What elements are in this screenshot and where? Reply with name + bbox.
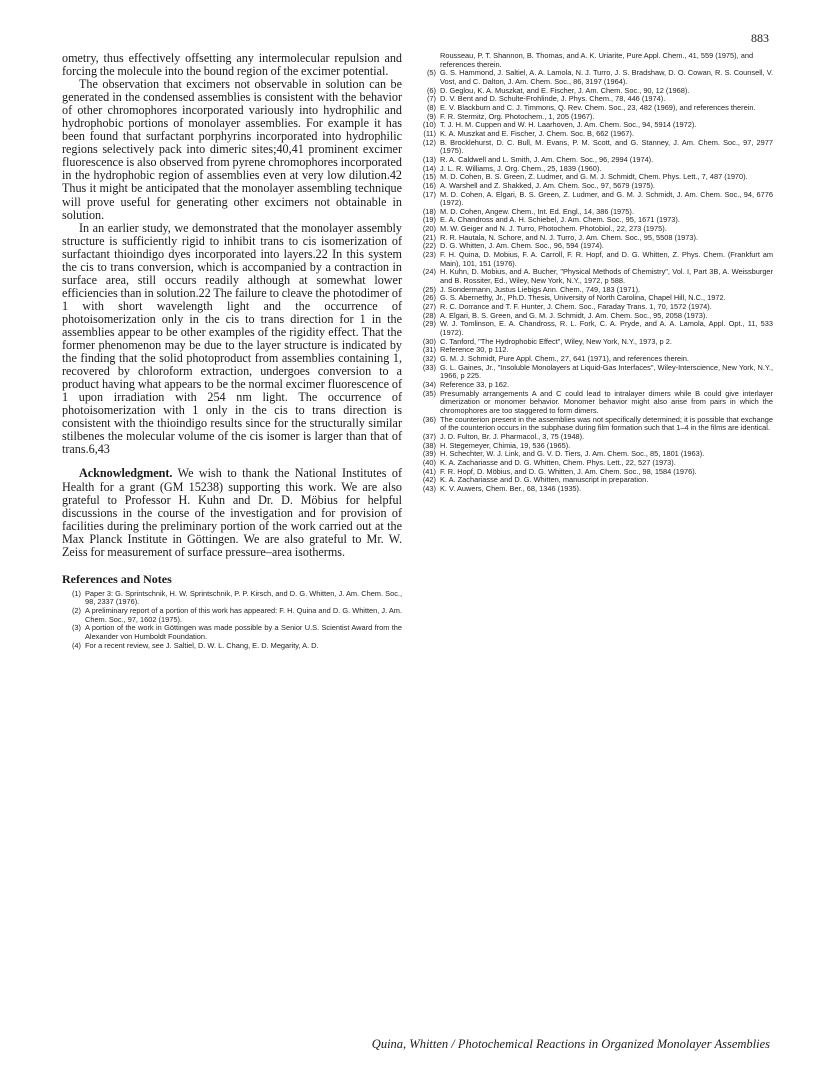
reference-items xyxy=(417,69,773,493)
reference-text: M. D. Cohen, A. Elgari, B. S. Green, Z. Ludmer, and G. M. J. Schmidt, J. Am. Chem. Soc., 94, 6776 (1972). xyxy=(440,189,773,208)
body-paragraph: In an earlier study, we demonstrated that the monolayer assembly structure is sufficiently rigid to inhibit trans to cis isomerization of surfactant thioindigo dyes incorporated into layers.22 In this system the cis to trans conversion, which is accompanied by a contraction in surface area, still occurs readily although at somewhat lower efficiencies than in solution.22 The failure to cleave the photodimer of 1 with short wavelength light and the occurrence of photoisomerization only in the cis to trans direction for 1 in the assemblies appear to be other examples of the rigidity effect. That the former phenomenon may be due to the layer structure is indicated by the finding that the solid photoproduct from assemblies containing 1, recovered by chloroform extraction, undergoes conversion to a product having what appears to be the normal excimer fluorescence of 1 upon irradiation with 254 nm light. The occurrence of photoisomerization with 1 only in the cis to trans direction is consistent with the thioindigo results since for the structurally similar stilbenes the molecular volume of the cis isomer is larger than that of trans.6,43 xyxy=(62,220,402,457)
reference-number: (19) xyxy=(422,215,436,225)
reference-number: (12) xyxy=(422,137,436,147)
reference-list xyxy=(417,52,773,493)
reference-text: Presumably arrangements A and C could lead to intralayer dimers while B could give interlayer dimerization or monomer behavior. Monomer behavior might also arise from pairs in which the chromophores are too staggered to form dimers. xyxy=(440,388,773,415)
reference-text: A. Warshell and Z. Shakked, J. Am. Chem. Soc., 97, 5679 (1975). xyxy=(440,180,655,190)
reference-item xyxy=(417,268,773,285)
reference-item xyxy=(62,642,402,651)
reference-item xyxy=(62,624,402,641)
reference-text: K. A. Zachariasse and D. G. Whitten, Chem. Phys. Lett., 22, 527 (1973). xyxy=(440,457,676,467)
reference-number: (43) xyxy=(422,483,436,493)
reference-number: (10) xyxy=(422,120,436,130)
reference-number: (23) xyxy=(422,250,436,260)
reference-item xyxy=(417,191,773,208)
reference-text: G. M. J. Schmidt, Pure Appl. Chem., 27, 641 (1971), and references therein. xyxy=(440,353,689,363)
reference-number: (8) xyxy=(426,102,436,112)
reference-text: F. R. Hopf, D. Möbius, and D. G. Whitten, J. Am. Chem. Soc., 98, 1584 (1976). xyxy=(440,466,697,476)
reference-number: (7) xyxy=(426,94,436,104)
reference-number: (25) xyxy=(422,284,436,294)
reference-text: C. Tanford, "The Hydrophobic Effect", Wiley, New York, N.Y., 1973, p 2. xyxy=(440,336,672,346)
reference-item xyxy=(62,590,402,607)
reference-number: (11) xyxy=(423,128,436,138)
reference-text: H. Schechter, W. J. Link, and G. V. D. Tiers, J. Am. Chem. Soc., 85, 1801 (1963). xyxy=(440,449,705,459)
reference-number: (9) xyxy=(426,111,436,121)
reference-item xyxy=(417,139,773,156)
reference-number: (24) xyxy=(422,267,436,277)
reference-number: (31) xyxy=(422,345,436,355)
reference-text: M. W. Geiger and N. J. Turro, Photochem. Photobiol., 22, 273 (1975). xyxy=(440,224,667,234)
reference-item xyxy=(417,251,773,268)
reference-text: K. A. Zachariasse and D. G. Whitten, manuscript in preparation. xyxy=(440,475,649,485)
reference-text: G. L. Gaines, Jr., "Insoluble Monolayers at Liquid-Gas Interfaces", Wiley-Interscience, New York, N.Y., 1966, p 225. xyxy=(440,362,773,381)
references-heading: References and Notes xyxy=(62,571,172,586)
reference-number: (21) xyxy=(422,232,436,242)
reference-number: (20) xyxy=(422,224,436,234)
left-column xyxy=(62,52,402,650)
reference-number: (3) xyxy=(71,623,81,633)
reference-text: J. Sondermann, Justus Liebigs Ann. Chem., 749, 183 (1971). xyxy=(440,284,641,294)
reference-text: E. V. Blackburn and C. J. Timmons, Q. Rev. Chem. Soc., 23, 482 (1969), and references therein. xyxy=(440,102,756,112)
reference-continuation: Rousseau, P. T. Shannon, B. Thomas, and A. K. Uriarite, Pure Appl. Chem., 41, 559 (1975), and references therein. xyxy=(440,51,754,69)
body-text xyxy=(62,52,402,559)
reference-number: (34) xyxy=(422,379,436,389)
running-footer: Quina, Whitten / Photochemical Reactions in Organized Monolayer Assemblies xyxy=(371,1037,770,1051)
reference-number: (42) xyxy=(422,475,436,485)
reference-number: (36) xyxy=(422,414,436,424)
reference-text: K. V. Auwers, Chem. Ber., 68, 1346 (1935). xyxy=(440,483,582,493)
acknowledgment-text: We wish to thank the National Institutes of Health for a grant (GM 15238) supporting this work. We are also grateful to Professor H. Kuhn and Dr. D. Möbius for helpful discussions in the course of the investigation and for provision of facilities during the preliminary portion of the work carried out at the Max Planck Institute in Göttingen. We are also grateful to Mr. W. Zeiss for measurement of surface pressure–area isotherms. xyxy=(62,466,402,559)
reference-number: (26) xyxy=(422,293,436,303)
reference-number: (37) xyxy=(422,431,436,441)
body-paragraph: ometry, thus effectively offsetting any intermolecular repulsion and forcing the molecule into the bound region of the excimer potential. xyxy=(62,51,402,79)
reference-number: (13) xyxy=(422,154,436,164)
reference-text: Paper 3: G. Sprintschnik, H. W. Sprintschnik, P. P. Kirsch, and D. G. Whitten, J. Am. Chem. Soc., 98, 2337 (1976). xyxy=(85,588,402,607)
reference-number: (2) xyxy=(71,606,81,616)
reference-number: (22) xyxy=(422,241,436,251)
reference-text: F. R. Stermitz, Org. Photochem., 1, 205 (1967). xyxy=(440,111,595,121)
reference-text: R. R. Hautala, N. Schore, and N. J. Turro, J. Am. Chem. Soc., 95, 5508 (1973). xyxy=(440,232,698,242)
reference-item xyxy=(417,485,773,494)
reference-text: D. Geglou, K. A. Muszkat, and E. Fischer, J. Am. Chem. Soc., 90, 12 (1968). xyxy=(440,85,690,95)
reference-number: (29) xyxy=(422,319,436,329)
reference-number: (28) xyxy=(422,310,436,320)
reference-text: T. J. H. M. Cuppen and W. H. Laarhoven, J. Am. Chem. Soc., 94, 5914 (1972). xyxy=(440,120,697,130)
reference-number: (39) xyxy=(422,449,436,459)
reference-number: (41) xyxy=(422,466,436,476)
reference-number: (30) xyxy=(422,336,436,346)
reference-number: (40) xyxy=(422,457,436,467)
reference-number: (27) xyxy=(422,302,436,312)
reference-text: H. Kuhn, D. Mobius, and A. Bucher, "Physical Methods of Chemistry", Vol. I, Part 3B, A. Weissburger and B. Rossiter, Ed., Wiley, New York, N.Y., 1972, p 588. xyxy=(440,267,773,286)
reference-item xyxy=(62,607,402,624)
reference-item xyxy=(417,390,773,416)
reference-item xyxy=(417,320,773,337)
reference-text: F. H. Quina, D. Mobius, F. A. Carroll, F. R. Hopf, and D. G. Whitten, Z. Phys. Chem. (Frankfurt am Main), 101, 151 (1976). xyxy=(440,250,773,268)
reference-text: Reference 33, p 162. xyxy=(440,379,510,389)
reference-text: G. S. Hammond, J. Saltiel, A. A. Lamola, N. J. Turro, J. S. Bradshaw, D. O. Cowan, R. S. Counsell, V. Vost, and C. Dalton, J. Am. Chem. Soc., 86, 3197 (1964). xyxy=(440,68,773,86)
reference-text: A preliminary report of a portion of this work has appeared: F. H. Quina and D. G. Whitten, J. Am. Chem. Soc., 97, 1602 (1975). xyxy=(85,606,402,624)
reference-text: A. Elgari, B. S. Green, and G. M. J. Schmidt, J. Am. Chem. Soc., 95, 2058 (1973). xyxy=(440,310,708,320)
reference-text: Reference 30, p 112. xyxy=(440,345,509,355)
reference-text: J. L. R. Williams, J. Org. Chem., 25, 1839 (1960). xyxy=(440,163,602,173)
reference-number: (38) xyxy=(422,440,436,450)
reference-number: (35) xyxy=(422,388,436,398)
reference-number: (16) xyxy=(422,180,436,190)
reference-text: G. S. Abernethy, Jr., Ph.D. Thesis, University of North Carolina, Chapel Hill, N.C., 1972. xyxy=(440,293,726,303)
reference-text: R. C. Dorrance and T. F. Hunter, J. Chem. Soc., Faraday Trans. 1, 70, 1572 (1974). xyxy=(440,302,712,312)
reference-text: For a recent review, see J. Saltiel, D. W. L. Chang, E. D. Megarity, A. D. xyxy=(85,640,319,650)
reference-text: The counterion present in the assemblies was not specifically determined; it is possible that exchange of the counterion occurs in the subphase during film formation such that 1–4 in the films are identical. xyxy=(440,414,773,433)
reference-text: K. A. Muszkat and E. Fischer, J. Chem. Soc. B, 662 (1967). xyxy=(440,128,634,138)
reference-text: B. Brocklehurst, D. C. Bull, M. Evans, P. M. Scott, and G. Stanney, J. Am. Chem. Soc., 97, 2977 (1975). xyxy=(440,137,773,156)
reference-number: (14) xyxy=(422,163,436,173)
reference-number: (32) xyxy=(422,353,436,363)
reference-number: (6) xyxy=(426,85,436,95)
reference-text: M. D. Cohen, B. S. Green, Z. Ludmer, and G. M. J. Schmidt, Chem. Phys. Lett., 7, 487 (1970). xyxy=(440,172,748,182)
right-column xyxy=(417,52,773,493)
acknowledgment-paragraph xyxy=(62,467,402,558)
reference-number: (1) xyxy=(71,588,81,598)
reference-item xyxy=(417,364,773,381)
reference-number: (15) xyxy=(422,172,436,182)
reference-text: E. A. Chandross and A. H. Schiebel, J. Am. Chem. Soc., 95, 1671 (1973). xyxy=(440,215,680,225)
reference-item xyxy=(417,69,773,86)
reference-text: D. V. Bent and D. Schulte-Frohlinde, J. Phys. Chem., 78, 446 (1974). xyxy=(440,94,666,104)
reference-number: (5) xyxy=(426,68,436,78)
reference-text: A portion of the work in Göttingen was made possible by a Senior U.S. Scientist Award from the Alexander von Humboldt Foundation. xyxy=(85,623,402,642)
reference-item xyxy=(417,416,773,433)
reference-number: (33) xyxy=(422,362,436,372)
reference-text: H. Stegemeyer, Chimia, 19, 536 (1965). xyxy=(440,440,571,450)
page-number: 883 xyxy=(751,31,769,45)
reference-text: W. J. Tomlinson, E. A. Chandross, R. L. Fork, C. A. Pryde, and A. A. Lamola, Appl. Opt., 11, 533 (1972). xyxy=(440,319,773,337)
reference-text: J. D. Fulton, Br. J. Pharmacol., 3, 75 (1948). xyxy=(440,431,585,441)
reference-text: R. A. Caldwell and L. Smith, J. Am. Chem. Soc., 96, 2994 (1974). xyxy=(440,154,654,164)
reference-text: D. G. Whitten, J. Am. Chem. Soc., 96, 594 (1974). xyxy=(440,241,604,251)
reference-list xyxy=(62,590,402,651)
body-paragraph: The observation that excimers not observable in solution can be generated in the condensed assemblies is consistent with the behavior of other chromophores incorporated variously into hydrophilic and hydrophobic portions of monolayer assemblies. For example it has been found that surfactant porphyrins incorporated into hydrophilic regions selectively pack into dimeric sites;40,41 prominent excimer fluorescence is also observed from pyrene chromophores incorporated in the hydrophobic region of assemblies even at very low dilution.42 Thus it might be anticipated that the monolayer assembling technique will prove useful for generating other excimers not obtainable in solution. xyxy=(62,77,402,222)
acknowledgment-heading: Acknowledgment. xyxy=(79,466,173,481)
reference-number: (18) xyxy=(422,206,436,216)
reference-number: (17) xyxy=(422,189,436,199)
reference-number: (4) xyxy=(71,640,81,650)
reference-text: M. D. Cohen, Angew. Chem., Int. Ed. Engl., 14, 386 (1975). xyxy=(440,206,634,216)
